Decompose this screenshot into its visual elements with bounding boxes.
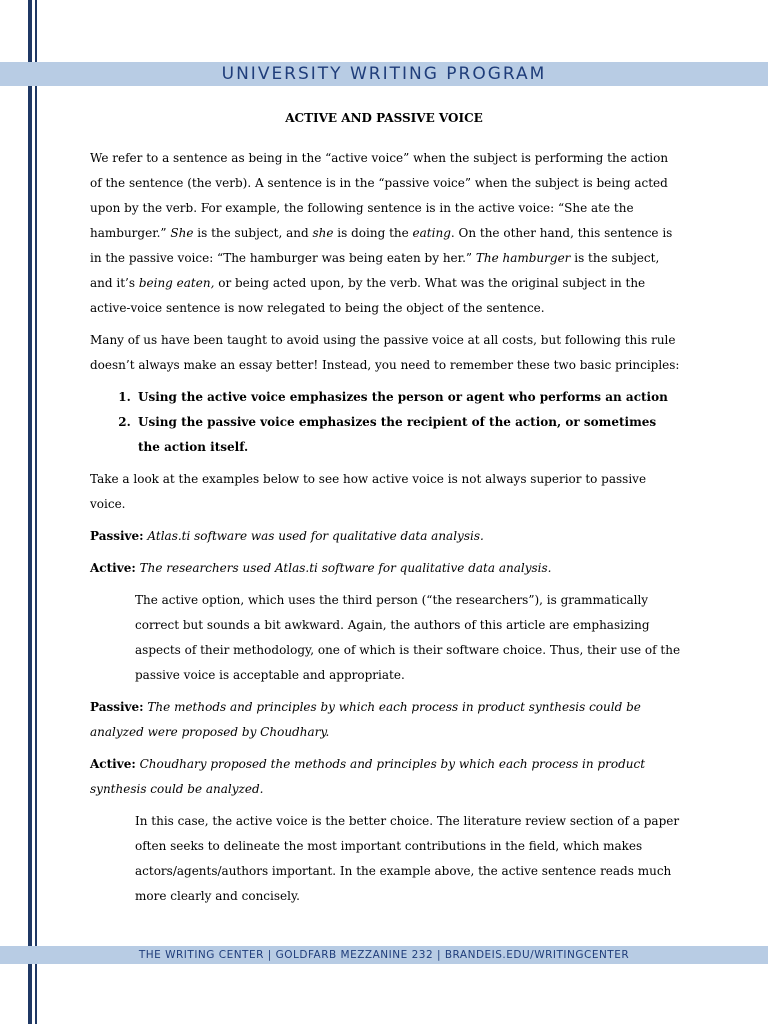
- example2-commentary: In this case, the active voice is the better choice. The literature review section of a paper often seeks to delineate the most important contributions in the field, which makes actors/agents/authors important. In the example above, the active sentence reads much more clearly and concisely.: [135, 814, 680, 903]
- intro-text-6: or being acted upon, by the verb. What was the original subject in the active-voice sentence is now relegated to being the object of the sentence.: [90, 276, 646, 315]
- example2-passive: [90, 695, 682, 745]
- example2-active: [90, 752, 682, 802]
- passive-label: Passive:: [90, 529, 144, 543]
- intro-text-5: is the subject, and it’s: [90, 251, 660, 290]
- header-title: UNIVERSITY WRITING PROGRAM: [221, 64, 547, 84]
- intro-text-4: . On the other hand, this sentence is in the passive voice: “The hamburger was being eaten by her.”: [90, 226, 673, 265]
- active-sentence: Choudhary proposed the methods and principles by which each process in product synthesis could be analyzed.: [90, 757, 646, 796]
- active-label: Active:: [90, 561, 136, 575]
- document-body: [90, 146, 682, 916]
- intro-being-eaten: being eaten,: [138, 276, 215, 290]
- footer-text: THE WRITING CENTER | GOLDFARB MEZZANINE 232 | BRANDEIS.EDU/WRITINGCENTER: [138, 949, 630, 961]
- passive-label: Passive:: [90, 700, 144, 714]
- document-title: ACTIVE AND PASSIVE VOICE: [285, 111, 483, 125]
- passive-sentence: Atlas.ti software was used for qualitative data analysis.: [147, 529, 484, 543]
- example1-passive: [90, 524, 682, 549]
- intro-eating: eating: [412, 226, 451, 240]
- intro-she-low: she: [312, 226, 334, 240]
- intro-paragraph: [90, 146, 682, 321]
- intro-text-2: is the subject, and: [193, 226, 313, 240]
- principles-list: [90, 385, 682, 460]
- list-item: 2. Using the passive voice emphasizes the recipient of the action, or sometimes the action itself.: [135, 410, 682, 460]
- active-label: Active:: [90, 757, 136, 771]
- passive-sentence: The methods and principles by which each process in product synthesis could be analyzed were proposed by Choudhary.: [90, 700, 641, 739]
- example1-commentary: The active option, which uses the third person (“the researchers”), is grammatically correct but sounds a bit awkward. Again, the authors of this article are emphasizing aspects of their methodology, one of which is their software choice. Thus, their use of the passive voice is acceptable and appropriate.: [135, 593, 681, 682]
- left-margin-rule-thick: [28, 0, 32, 1024]
- example1-active: [90, 556, 682, 581]
- examples-intro-paragraph: Take a look at the examples below to see how active voice is not always superior to passive voice.: [90, 472, 647, 511]
- intro-text-3: is doing the: [333, 226, 413, 240]
- left-margin-rule-thin: [35, 0, 37, 1024]
- list-item: 1. Using the active voice emphasizes the person or agent who performs an action: [135, 385, 682, 410]
- principles-intro-paragraph: Many of us have been taught to avoid using the passive voice at all costs, but following this rule doesn’t always make an essay better! Instead, you need to remember these two basic principles:: [90, 333, 680, 372]
- intro-the-hamburger: The hamburger: [475, 251, 571, 265]
- intro-text-1: We refer to a sentence as being in the “active voice” when the subject is performing the action of the sentence (the verb). A sentence is in the “passive voice” when the subject is being acted upon by the verb. For example, the following sentence is in the active voice: “She ate the hamburger.”: [90, 151, 669, 240]
- intro-she-cap: She: [170, 226, 194, 240]
- active-sentence: The researchers used Atlas.ti software for qualitative data analysis.: [139, 561, 552, 575]
